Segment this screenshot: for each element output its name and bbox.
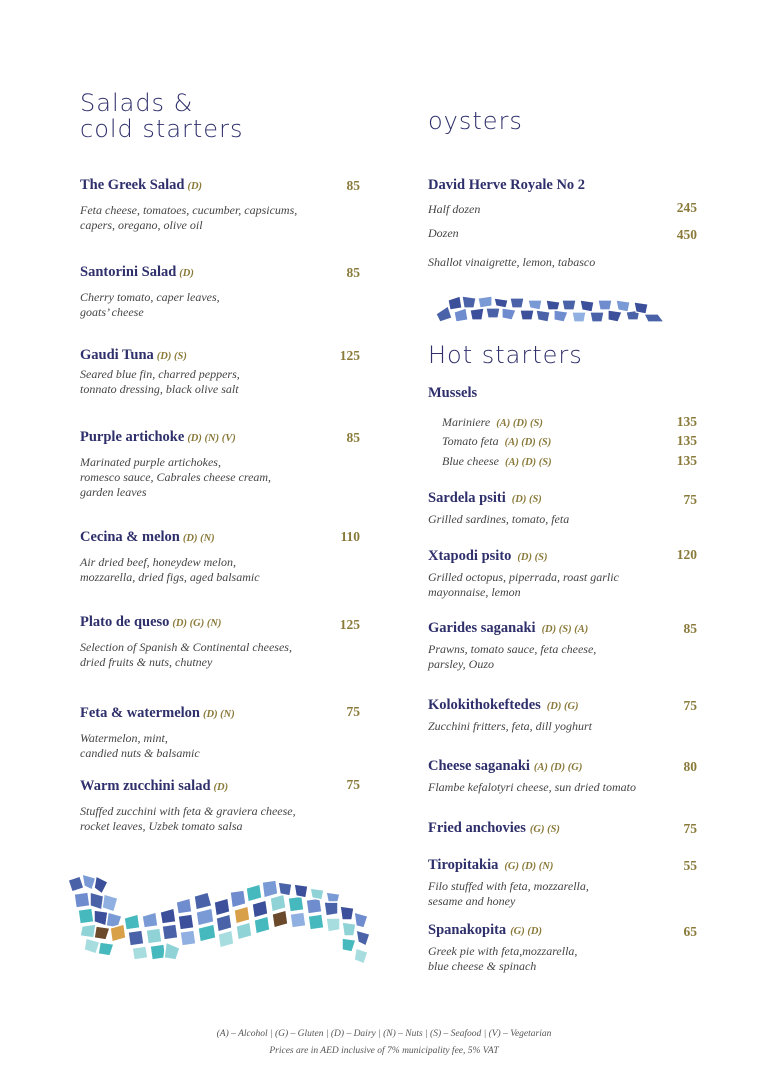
item-tags: (D): [213, 782, 229, 793]
desc-line: mozzarella, dried figs, aged balsamic: [80, 570, 260, 584]
desc-line: Marinated purple artichokes,: [80, 455, 221, 469]
desc-line: Watermelon, mint,: [80, 731, 168, 745]
menu-item-plato-de-queso: [80, 614, 292, 670]
item-desc: [428, 879, 589, 909]
desc-line: Stuffed zucchini with feta & graviera cheese,: [80, 804, 296, 818]
item-price: 125: [339, 617, 360, 632]
item-name: [428, 548, 619, 565]
desc-line: mayonnaise, lemon: [428, 585, 521, 599]
item-name: [80, 529, 260, 546]
item-desc: [80, 640, 292, 670]
item-name: [80, 177, 297, 194]
item-title: Sardela psiti: [428, 490, 506, 506]
item-tags: (D) (G): [546, 701, 579, 712]
item-tags: (G) (D): [510, 926, 542, 937]
desc-line: Zucchini fritters, feta, dill yoghurt: [428, 719, 592, 733]
item-price: 75: [683, 821, 697, 836]
desc-line: candied nuts & balsamic: [80, 746, 200, 760]
item-price: 80: [683, 759, 697, 774]
item-price: 55: [683, 858, 697, 873]
item-desc: [80, 203, 297, 233]
menu-item-oysters: [428, 177, 585, 194]
oyster-half-dozen-price: 245: [676, 200, 697, 215]
mussels-variant: [442, 415, 543, 430]
item-desc: [80, 290, 220, 320]
item-tags: (D) (N) (V): [187, 433, 236, 444]
desc-line: Feta cheese, tomatoes, cucumber, capsicums,: [80, 203, 298, 217]
oysters-heading: oysters: [428, 107, 523, 135]
item-price: 110: [340, 529, 360, 544]
mussels-variant: [442, 454, 552, 469]
item-desc: [428, 642, 596, 672]
item-title: Feta & watermelon: [80, 705, 200, 721]
item-desc: [80, 455, 271, 500]
menu-item-greek-salad: [80, 177, 297, 233]
item-tags: (D) (S) (A): [541, 624, 589, 635]
item-title: David Herve Royale No 2: [428, 177, 586, 193]
item-title: Spanakopita: [428, 922, 507, 938]
item-tags: (D) (S): [517, 552, 548, 563]
desc-line: Greek pie with feta,mozzarella,: [428, 944, 578, 958]
item-price: 125: [339, 348, 360, 363]
item-title: Cheese saganaki: [428, 758, 530, 774]
item-price: 85: [346, 178, 360, 193]
item-desc: [428, 719, 592, 734]
desc-line: Air dried beef, honeydew melon,: [80, 555, 236, 569]
menu-item-kolokithokeftedes: [428, 697, 592, 734]
item-price: 85: [346, 430, 360, 445]
menu-item-santorini-salad: [80, 264, 220, 320]
item-title: Plato de queso: [80, 614, 170, 630]
item-name: [80, 614, 292, 631]
oyster-dozen-price: 450: [676, 227, 697, 242]
item-price: 75: [683, 492, 697, 507]
item-name: [428, 620, 596, 637]
item-price: 65: [683, 924, 697, 939]
item-tags: (A) (D) (S): [504, 457, 552, 468]
item-title: Gaudi Tuna: [80, 347, 154, 363]
menu-item-warm-zucchini-salad: [80, 778, 296, 834]
item-desc: [428, 944, 577, 974]
desc-line: Grilled octopus, piperrada, roast garlic: [428, 570, 619, 584]
desc-line: Filo stuffed with feta, mozzarella,: [428, 879, 589, 893]
mussels-title: Mussels: [428, 385, 478, 401]
item-tags: (A) (D) (G): [533, 762, 583, 773]
desc-line: romesco sauce, Cabrales cheese cream,: [80, 470, 272, 484]
menu-item-garides-saganaki: [428, 620, 596, 672]
menu-item-fried-anchovies: [428, 820, 560, 837]
item-desc: [428, 570, 619, 600]
item-price: 135: [676, 453, 697, 468]
desc-line: Seared blue fin, charred peppers,: [80, 367, 240, 381]
desc-line: Selection of Spanish & Continental cheeses,: [80, 640, 292, 654]
menu-item-cecina-melon: [80, 529, 260, 585]
hot-starters-heading: Hot starters: [428, 341, 583, 369]
item-price: 75: [346, 704, 360, 719]
mussels-variant: [442, 434, 551, 449]
desc-line: Grilled sardines, tomato, feta: [428, 512, 570, 526]
item-name: [428, 857, 589, 874]
item-title: Kolokithokeftedes: [428, 697, 541, 713]
item-price: 75: [683, 698, 697, 713]
item-tags: (A) (D) (S): [496, 418, 543, 429]
desc-line: goats’ cheese: [80, 305, 144, 319]
item-desc: [428, 780, 636, 795]
menu-item-xtapodi-psito: [428, 548, 619, 600]
mosaic-decoration-right: [432, 292, 672, 324]
item-name: [428, 758, 636, 775]
item-price: 135: [676, 433, 697, 448]
item-price: 85: [346, 265, 360, 280]
item-title: Purple artichoke: [80, 429, 185, 445]
item-title: Santorini Salad: [80, 264, 177, 280]
menu-item-gaudi-tuna: [80, 347, 240, 397]
item-name: [428, 697, 592, 714]
item-name: [428, 922, 577, 939]
item-title: Warm zucchini salad: [80, 778, 211, 794]
variant-name: Blue cheese: [442, 454, 499, 468]
item-desc: [428, 512, 569, 527]
item-tags: (D) (S): [156, 351, 187, 362]
item-tags: (D) (N): [202, 709, 235, 720]
item-title: Cecina & melon: [80, 529, 180, 545]
item-tags: (D) (G) (N): [172, 618, 222, 629]
desc-line: garden leaves: [80, 485, 147, 499]
item-desc: [80, 804, 296, 834]
desc-line: Prawns, tomato sauce, feta cheese,: [428, 642, 597, 656]
desc-line: capers, oregano, olive oil: [80, 218, 203, 232]
item-price: 120: [676, 547, 697, 562]
item-title: Fried anchovies: [428, 820, 526, 836]
menu-item-sardela-psiti: [428, 490, 569, 527]
variant-name: Mariniere: [442, 415, 491, 429]
item-price: 75: [346, 777, 360, 792]
item-tags: (G) (S): [529, 824, 560, 835]
menu-item-feta-watermelon: [80, 705, 235, 761]
allergen-legend: (A) – Alcohol | (G) – Gluten | (D) – Dairy | (N) – Nuts | (S) – Seafood | (V) – Vegetarian: [216, 1029, 552, 1039]
item-tags: (D): [187, 181, 203, 192]
item-price: 85: [683, 621, 697, 636]
item-name: [80, 429, 271, 446]
salads-heading-line1: Salads &: [80, 89, 194, 117]
oyster-desc: Shallot vinaigrette, lemon, tabasco: [428, 255, 596, 269]
oyster-dozen-label: Dozen: [428, 226, 459, 240]
variant-name: Tomato feta: [442, 434, 499, 448]
item-desc: [80, 731, 235, 761]
item-title: Xtapodi psito: [428, 548, 512, 564]
item-tags: (D): [179, 268, 194, 279]
item-name: [80, 778, 296, 795]
item-name: [80, 264, 220, 281]
item-desc: [80, 555, 260, 585]
menu-item-cheese-saganaki: [428, 758, 636, 795]
item-name: [80, 705, 235, 722]
desc-line: dried fruits & nuts, chutney: [80, 655, 213, 669]
menu-item-purple-artichoke: [80, 429, 271, 500]
item-tags: (D) (N): [182, 533, 215, 544]
item-desc: [80, 367, 240, 397]
desc-line: blue cheese & spinach: [428, 959, 537, 973]
mosaic-decoration-left: [66, 872, 376, 972]
desc-line: rocket leaves, Uzbek tomato salsa: [80, 819, 243, 833]
menu-item-spanakopita: [428, 922, 577, 974]
menu-item-tiropitakia: [428, 857, 589, 909]
desc-line: parsley, Ouzo: [428, 657, 494, 671]
item-name: [80, 347, 240, 364]
price-note: Prices are in AED inclusive of 7% municipality fee, 5% VAT: [269, 1046, 499, 1056]
salads-heading: [80, 90, 243, 142]
desc-line: Cherry tomato, caper leaves,: [80, 290, 220, 304]
item-tags: (G) (D) (N): [504, 861, 554, 872]
oyster-half-dozen-label: Half dozen: [428, 202, 481, 216]
desc-line: tonnato dressing, black olive salt: [80, 382, 239, 396]
item-title: Tiropitakia: [428, 857, 499, 873]
item-title: The Greek Salad: [80, 177, 185, 193]
item-title: Garides saganaki: [428, 620, 536, 636]
item-tags: (D) (S): [511, 494, 542, 505]
item-price: 135: [676, 414, 697, 429]
desc-line: Flambe kefalotyri cheese, sun dried tomato: [428, 780, 636, 794]
item-name: [428, 820, 560, 837]
salads-heading-line2: cold starters: [80, 115, 244, 143]
item-name: [428, 490, 569, 507]
item-tags: (A) (D) (S): [504, 437, 552, 448]
desc-line: sesame and honey: [428, 894, 516, 908]
